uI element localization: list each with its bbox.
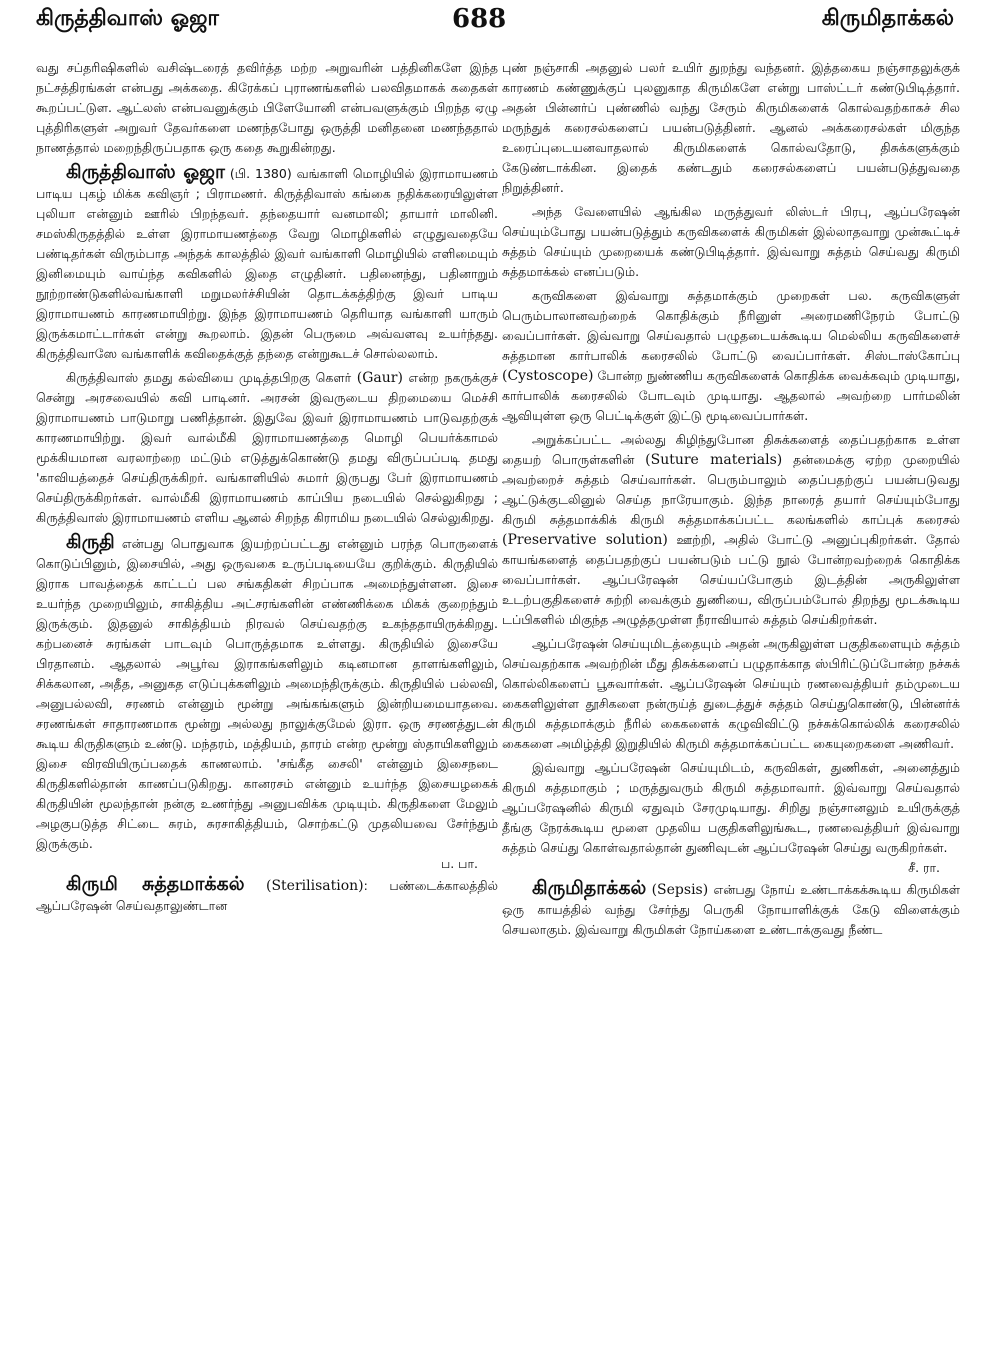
paragraph	[502, 286, 960, 426]
latin-term: (Suture materials)	[645, 452, 783, 468]
entry-title: கிருமி சுத்தமாக்கல்	[66, 873, 245, 895]
paragraph: அந்த வேளையில் ஆங்கில மருத்துவர் லிஸ்டர் பிரபு, ஆப்பரேஷன் செய்யும்போது பயன்படுத்தும் கருவிகளைக் கிருமிகள் இல்லாதவாறு முன்கூட்டிச் சுத்தம் செய்யும் முறையைக் கண்டுபிடித்தார். இவ்வாறு சுத்தம் செய்வது கிருமி சுத்தமாக்கல் எனப்படும்.	[502, 204, 960, 279]
entry-title: கிருதி	[66, 531, 115, 553]
paragraph	[502, 430, 960, 630]
header-left-word: கிருத்திவாஸ் ஓஜா	[36, 6, 219, 31]
entry-text: என்பது நோய் உண்டாக்கக்கூடிய கிருமிகள் ஒரு காயத்தில் வந்து சேர்ந்து பெருகி நோயாளிக்குக் கேடு விளைக்கும் செயலாகும். இவ்வாறு கிருமிகள் நோய்களை உண்டாக்குவது நீண்ட	[502, 882, 960, 937]
paragraph-text: தன்மைக்கு ஏற்ற முறையில் அவற்றைச் சுத்தம் செய்வார்கள். பெரும்பாலும் தைப்பதற்குப் பயன்படுவது ஆட்டுக்குடலினுல் செய்த நாரேயாகும். இந்த நாரைத் தயார் செய்யும்போது கிருமி சுத்தமாக்கிக் கிருமி சுத்தமாக்கப்பட்ட கலங்களில் காப்புக் கரைசல்	[502, 452, 960, 527]
entry-kiruti	[36, 532, 498, 854]
entry-text: (பி. 1380) வங்காளி மொழியில் இராமாயணம் பாடிய புகழ் மிக்க கவிஞர் ; பிராமணர். கிருத்திவாஸ் கங்கை நதிக்கரையிலுள்ள புலியா என்னும் ஊரில் பிறந்தவர். தந்தையார் வனமாலி; தாயார் மாலினி. சமஸ்கிருதத்தில் உள்ள இராமாயணத்தை வேறு மொழிகளில் எழுதுவதையே பண்டிதர்கள் விரும்பாத அந்தக் காலத்தில் இவர் வங்காளி மொழியில் எளிமையும் இனிமையும் வாய்ந்த கவிகளில் இதை எழுதினர். பதினைந்து, பதினாறும் நூற்றாண்டுகளில்வங்காளி மறுமலர்ச்சியின் தொடக்கத்திற்கு இவர் பாடிய இராமாயணம் காரணமாயிற்று. இந்த இராமாயணம் தெரியாத வங்காளி யாரும் இருக்கமாட்டார்கள் என்று கூறலாம். இதன் பெருமை அவ்வளவு உயர்ந்தது. கிருத்திவாஸே வங்காளிக் கவிதைக்குத் தந்தை என்றுகூடச் சொல்லலாம்.	[36, 166, 498, 361]
entry-title: கிருமிதாக்கல்	[532, 877, 647, 899]
running-header	[0, 0, 982, 44]
entry-kirumitakkal	[502, 878, 960, 940]
page-number: 688	[452, 4, 507, 34]
paragraph-text: அறுக்கப்பட்ட அல்லது கிழிந்துபோன திசுக்களைத் தைப்பதற்காக உள்ள தையற் பொருள்களின்	[502, 432, 960, 467]
latin-term: (Sterilisation)	[266, 878, 364, 894]
left-column	[36, 58, 498, 1358]
paragraph-text: என்ற நகருக்குச் சென்று அரசவையில் கவி பாடினர். அரசன் இவருடைய திறமையை மெச்சி இராமாயணம் பாடுமாறு பணித்தான். இதுவே இவர் இராமாயணம் பாடுவதற்குக் காரணமாயிற்று. இவர் வால்மீகி இராமாயணத்தை மொழி பெயர்க்காமல் மூக்கியமான வரலாற்றை மட்டும் எடுத்துக்கொண்டு தமது விருப்பப்படி தமது 'காவியத்தைச் செய்திருக்கிறர். வங்காளியில் சுமார் இருபது பேர் இராமாயணம் செய்திருக்கிறர்கள். வால்மீகி இராமாயணம் காப்பிய நடையில் செல்லுகிறது ; கிருத்திவாஸ் இராமாயணம் எளிய ஆனல் சிறந்த கிராமிய நடையில் செல்லுகிறது.	[36, 370, 498, 525]
entry-text: என்பது பொதுவாக இயற்றப்பட்டது என்னும் பரந்த பொருளைக் கொடுப்பினும், இசையில், அது ஒருவகை உருப்படியையே குறிக்கும். கிருதியில் இராக பாவத்தைக் காட்டப் பல சங்கதிகள் சிறப்பாக அமைந்துள்ளன. இசை உயர்ந்த முறையிலும், சாகித்திய அட்சரங்களின் எண்ணிக்கை மிகக் குறைந்தும் இருக்கும். இதனுல் சாகித்தியம் நிரவல் செய்வதற்கு உகந்ததாயிருக்கிறது. கற்பனைச் சுரங்கள் பாடவும் பொருத்தமாக உள்ளது. கிருதியில் இசையே பிரதானம். ஆதலால் அபூர்வ இராகங்களிலும் கடினமான தாளங்களிலும், சிக்கலான, அதீத, அனுகத எடுப்புக்களிலும் அமைந்திருக்கும். கிருதியில் பல்லவி, அனுபல்லவி, சரணம் என்னும் மூன்று அங்கங்களும் இன்றியமையாதவை. சரணங்கள் சாதாரணமாக மூன்று அல்லது நாலுக்குமேல் இரா. ஒரு சரணத்துடன் கூடிய கிருதிகளும் உண்டு. மந்தரம், மத்தியம், தாரம் என்ற மூன்று ஸ்தாயிகளிலும் இசை விரவியிருப்பதைக் காணலாம். 'சங்கீத சைலி' என்னும் இசைநடை கிருதிகளில்தான் காணப்படுகிறது. கானரசம் என்னும் உயர்ந்த இசையழகைக் கிருதியின் மூலந்தான் நன்கு உணர்ந்து அனுபவிக்க முடியும். கிருதிகளை மேலும் அழகுபடுத்த சிட்டை சுரம், சுரசாகித்தியம், சொற்கட்டு முதலியவை சேர்ந்தும் இருக்கும்.	[36, 536, 498, 851]
entry-kiruttivas-oja	[36, 162, 498, 364]
author-signature: சீ. ரா.	[908, 860, 940, 875]
paragraph-text: போன்ற நுண்ணிய கருவிகளைக் கொதிக்க வைக்கவும் முடியாது, கார்பாலிக் கரைசலில் போடவும் முடியாது. ஆதலால் அவற்றை பார்மலின் ஆவியுள்ள ஒரு பெட்டிக்குள் இட்டு மூடிவைப்பார்கள்.	[502, 368, 960, 423]
paragraph	[36, 368, 498, 528]
paragraph: இவ்வாறு ஆப்பரேஷன் செய்யுமிடம், கருவிகள், துணிகள், அனைத்தும் கிருமி சுத்தமாகும் ; மருத்துவரும் கிருமி சுத்தமாவார். இவ்வாறு செய்வதால் ஆப்பரேஷனில் கிருமி ஏதுவும் சேரமுடியாது. சிறிது நஞ்சானலும் உயிருக்குத் தீங்கு நேரக்கூடிய மூளை முதலிய பகுதிகளிலுங்கூட, ரணவைத்தியர் இவ்வாறு சுத்தம் செய்து கொள்வதால்தான் துணிவுடன் ஆப்பரேஷன் செய்து வருகிறர்கள்.	[502, 760, 960, 855]
entry-text: : பண்டைக்காலத்தில் ஆப்பரேஷன் செய்வதாலுண்டான	[36, 878, 498, 913]
latin-term: (Preservative solution)	[502, 532, 668, 548]
paragraph-text: ஊற்றி, அதில் போட்டு அனுப்புகிறர்கள். தோல் காயங்களைத் தைப்பதற்குப் பயன்படும் பட்டு நூல் போன்றவற்றைக் கொதிக்க வைப்பார்கள். ஆப்பரேஷன் செய்யப்போகும் இடத்தின் அருகிலுள்ள உடற்பகுதிகளைச் சுற்றி வைக்கும் துணியை, விருப்பம்போல் திறந்து மூடக்கூடிய டப்பிகளில் மிகுந்த அழுத்தமுள்ள நீராவியால் சுத்தம் செய்கிறர்கள்.	[502, 532, 960, 627]
author-signature: ப. பா.	[440, 856, 478, 871]
latin-term: (Cystoscope)	[502, 368, 594, 384]
paragraph-text: கிருத்திவாஸ் தமது கல்வியை முடித்தபிறகு கௌர்	[66, 370, 357, 385]
right-column	[502, 58, 960, 1358]
latin-term: (Sepsis)	[651, 882, 709, 898]
paragraph-text: கருவிகளை இவ்வாறு சுத்தமாக்கும் முறைகள் பல. கருவிகளுள் பெரும்பாலானவற்றைக் கொதிக்கும் நீரினுள் அரைமணிநேரம் போட்டு வைப்பார்கள். இவ்வாறு செய்வதால் பழுதடையக்கூடிய மெல்லிய கருவிகளைச் சுத்தமான கார்பாலிக் கரைசலில் போட்டு வைப்பார்கள். சிஸ்டாஸ்கோப்பு	[502, 288, 960, 363]
header-right-word: கிருமிதாக்கல்	[821, 6, 954, 31]
continued-paragraph: புண் நஞ்சாகி அதனுல் பலர் உயிர் துறந்து வந்தனர். இத்தகைய நஞ்சாதலுக்குக் காரணம் கண்ணுக்குப் புலனுகாத கிருமிகளே என்று பாஸ்ட்டர் கண்டுபிடித்தார். அதன் பின்னர்ப் புண்ணில் வந்து சேரும் கிருமிகளைக் கொல்வதற்காகச் சில மருந்துக் கரைசல்களைப் பயன்படுத்தினர். ஆனல் அக்கரைசல்கள் மிகுந்த உரைப்புடையனவாதலால் கிருமிகளைக் கொல்வதோடு, திசுக்களுக்கும் கேடுண்டாக்கின. இதைக் கண்டதும் கரைசல்களைப் பயன்படுத்துவதை நிறுத்தினர்.	[502, 60, 960, 195]
latin-term: (Gaur)	[356, 370, 403, 386]
paragraph: ஆப்பரேஷன் செய்யுமிடத்தையும் அதன் அருகிலுள்ள பகுதிகளையும் சுத்தம் செய்வதற்காக அவற்றின் மீது திசுக்களைப் பழுதாக்காத ஸ்பிரிட்டுப்போன்ற நச்சுக் கொல்லிகளைப் பூசுவார்கள். ஆப்பரேஷன் செய்யும் ரணவைத்தியர் தம்முடைய கைகளிலுள்ள தூசிகளை நன்ருய்த் துடைத்துச் சுத்தம் செய்துகொண்டு, பின்னர்க் கிருமி சுத்தமாக்கும் நீரில் கைகளைக் கழுவிவிட்டு நச்சுக்கொல்லிக் கரைசலில் கைகளை அமிழ்த்தி இறுதியில் கிருமி சுத்தமாக்கப்பட்ட கையுறைகளை அணிவர்.	[502, 636, 960, 751]
entry-title: கிருத்திவாஸ் ஓஜா	[66, 161, 225, 183]
continued-paragraph: வது சப்தரிஷிகளில் வசிஷ்டரைத் தவிர்த்த மற்ற அறுவரின் பத்தினிகளே இந்த நட்சத்திரங்கள் என்பது அக்கதை. கிரேக்கப் புராணங்களில் பலவிதமாகக் கதைகள் கூறப்பட்டுள. ஆட்லஸ் என்பவனுக்கும் பிளேயோனி என்பவளுக்கும் பிறந்த ஏழு புத்திரிகளுள் அறுவர் தேவர்களை மணந்தபோது ஒருத்தி மனிதனை மணந்ததால் நாணத்தால் மறைந்திருப்பதாக ஒரு கதை கூறுகின்றது.	[36, 60, 498, 155]
entry-kirumi-suttamakkal	[36, 874, 498, 916]
